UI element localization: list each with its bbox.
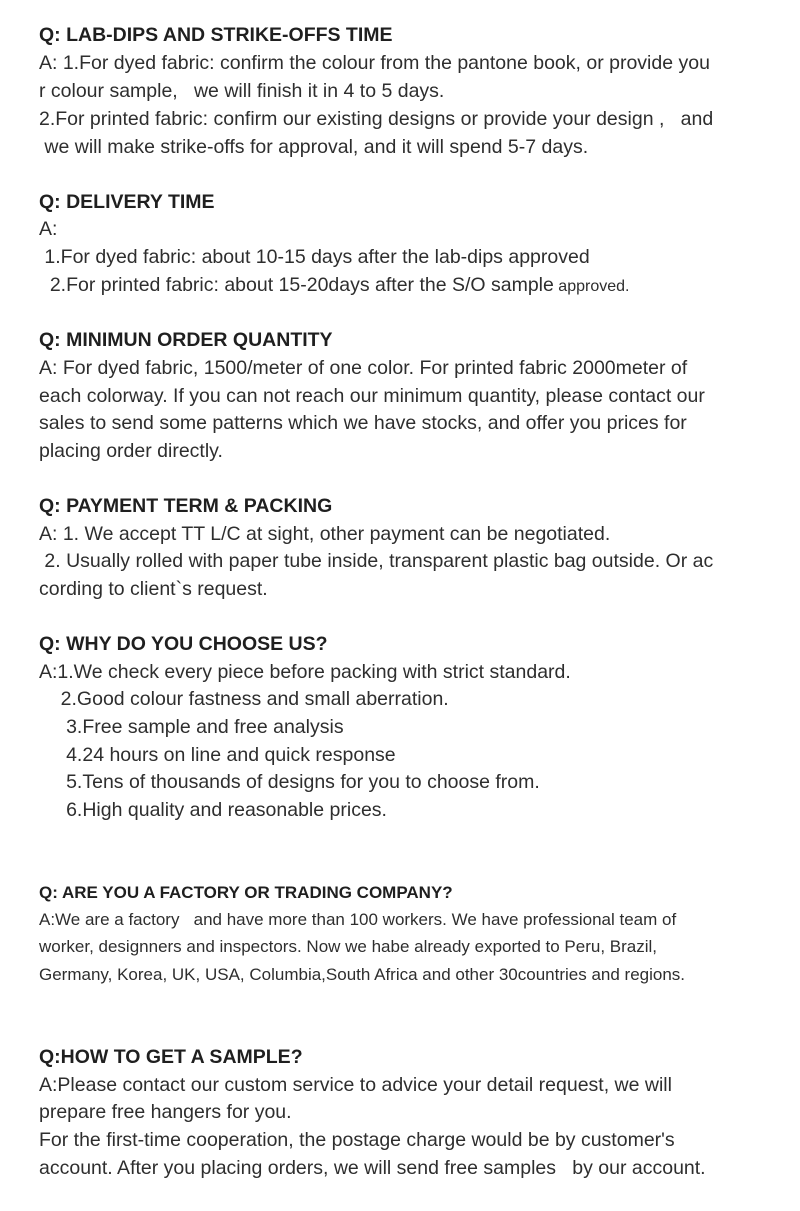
answer-line: 3.Free sample and free analysis [39,716,344,738]
answer-line-text: 2.For printed fabric: about 15-20days after the S/O sample [39,274,554,296]
answer-line: account. After you placing orders, we will send free samples by our account. [39,1157,706,1179]
answer-line-tail: approved. [553,278,630,295]
answer-line: we will make strike-offs for approval, and it will spend 5-7 days. [39,136,589,158]
answer-line: prepare free hangers for you. [39,1101,292,1123]
answer-line: cording to client`s request. [39,578,268,600]
answer-line: each colorway. If you can not reach our minimum quantity, please contact our [39,385,705,407]
answer-line [39,272,629,300]
answer-line: placing order directly. [39,440,223,462]
answer-line: A:1.We check every piece before packing with strict standard. [39,661,571,683]
answer-line: 2.Good colour fastness and small aberration. [39,688,449,710]
question-heading: Q: WHY DO YOU CHOOSE US? [39,633,328,655]
answer-line: 1.For dyed fabric: about 10-15 days after the lab-dips approved [39,246,590,268]
question-heading: Q: MINIMUN ORDER QUANTITY [39,329,333,351]
answer-line: A: 1.For dyed fabric: confirm the colour from the pantone book, or provide you [39,52,710,74]
question-heading: Q: LAB-DIPS AND STRIKE-OFFS TIME [39,24,393,46]
answer-line: A:Please contact our custom service to advice your detail request, we will [39,1074,672,1096]
answer-line: worker, designners and inspectors. Now we habe already exported to Peru, Brazil, [39,937,657,956]
answer-line: 4.24 hours on line and quick response [39,744,396,766]
answer-line: r colour sample, we will finish it in 4 to 5 days. [39,80,445,102]
answer-line: A: For dyed fabric, 1500/meter of one color. For printed fabric 2000meter of [39,357,688,379]
answer-line: For the first-time cooperation, the postage charge would be by customer's [39,1129,675,1151]
answer-line: 2. Usually rolled with paper tube inside, transparent plastic bag outside. Or ac [39,550,714,572]
answer-line: A: [39,218,58,240]
answer-line: A: 1. We accept TT L/C at sight, other payment can be negotiated. [39,523,611,545]
question-heading: Q: DELIVERY TIME [39,191,215,213]
answer-line: 2.For printed fabric: confirm our existing designs or provide your design , and [39,108,714,130]
question-heading: Q: PAYMENT TERM & PACKING [39,495,333,517]
answer-line: A:We are a factory and have more than 100 workers. We have professional team of [39,910,677,929]
answer-line: Germany, Korea, UK, USA, Columbia,South Africa and other 30countries and regions. [39,965,686,984]
answer-line: 6.High quality and reasonable prices. [39,799,387,821]
answer-line: sales to send some patterns which we have stocks, and offer you prices for [39,412,687,434]
answer-line: 5.Tens of thousands of designs for you to choose from. [39,771,540,793]
question-heading: Q:HOW TO GET A SAMPLE? [39,1046,303,1068]
question-heading: Q: ARE YOU A FACTORY OR TRADING COMPANY? [39,883,453,902]
